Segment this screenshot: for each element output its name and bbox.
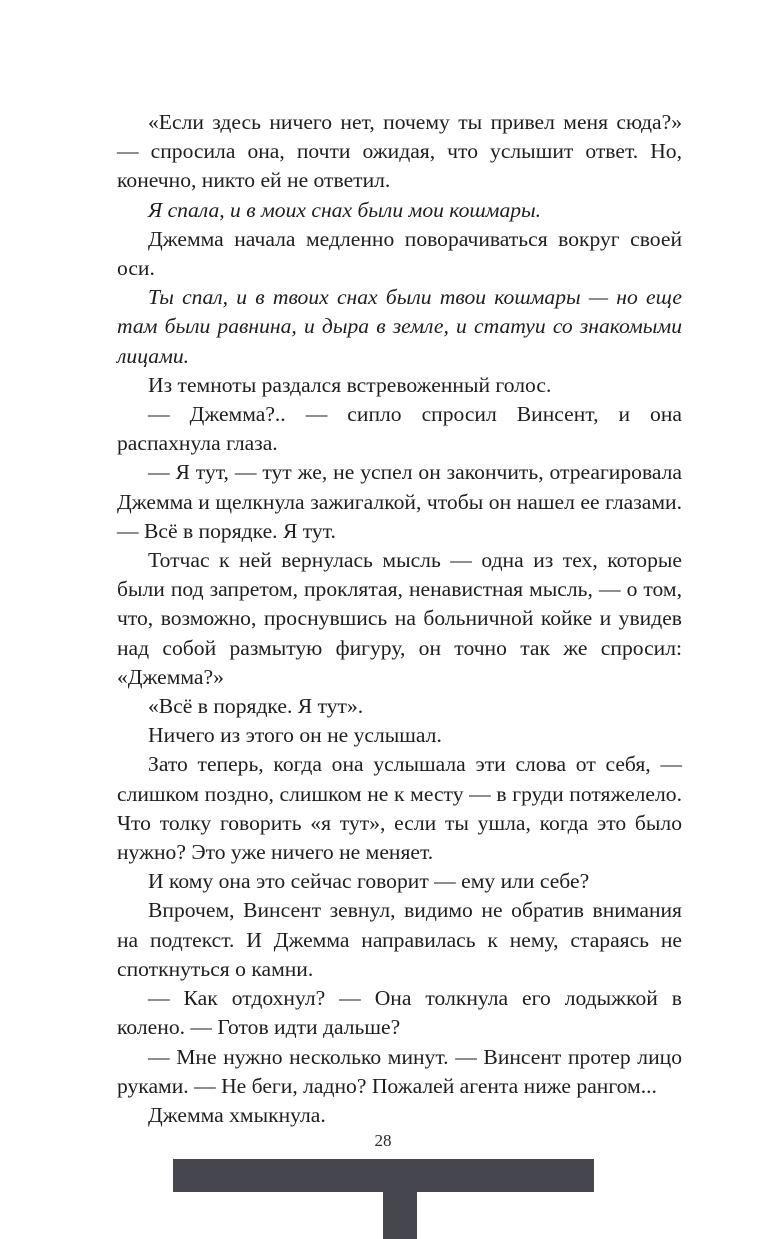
- paragraph-12: И кому она это сейчас говорит — ему или себе?: [148, 869, 590, 894]
- paragraph-1: «Если здесь ничего нет, почему ты привел меня сюда?» — спросила она, почти ожидая, что услышит ответ. Но, конечно, никто ей не ответил.: [117, 110, 682, 193]
- paragraph-16: Джемма хмыкнула.: [148, 1102, 326, 1127]
- paragraph-8: Тотчас к ней вернулась мысль — одна из тех, которые были под запретом, проклятая, ненавистная мысль, — о том, что, возможно, проснувшись на больничной койке и увидев над собой размытую фигуру, он точно так же спросил: «Джемма?»: [117, 548, 682, 689]
- paragraph-14: — Как отдохнул? — Она толкнула его лодыжкой в колено. — Готов идти дальше?: [117, 986, 682, 1040]
- footer-bar: [173, 1159, 594, 1192]
- paragraph-7: — Я тут, — тут же, не успел он закончить, отреагировала Джемма и щелкнула зажигалкой, чтобы он нашел ее глазами. — Всё в порядке. Я тут.: [117, 460, 682, 543]
- paragraph-15: — Мне нужно несколько минут. — Винсент протер лицо руками. — Не беги, ладно? Пожалей агента ниже рангом...: [117, 1044, 682, 1098]
- paragraph-10: Ничего из этого он не услышал.: [148, 723, 442, 748]
- body-text: [117, 108, 682, 1130]
- page-number: 28: [374, 1131, 392, 1150]
- paragraph-11: Зато теперь, когда она услышала эти слова от себя, — слишком поздно, слишком не к месту — в груди потяжелело. Что толку говорить «я тут», если ты ушла, когда это было нужно? Это уже ничего не меняет.: [117, 752, 682, 865]
- paragraph-9: «Всё в порядке. Я тут».: [148, 694, 364, 719]
- paragraph-3: Джемма начала медленно поворачиваться вокруг своей оси.: [117, 226, 682, 281]
- footer-tab: [383, 1192, 417, 1239]
- paragraph-4-italic: Ты спал, и в твоих снах были твои кошмары — но еще там были равнина, и дыра в земле, и статуи со знакомыми лицами.: [117, 285, 682, 368]
- paragraph-5: Из темноты раздался встревоженный голос.: [148, 372, 552, 397]
- paragraph-2-italic: Я спала, и в моих снах были мои кошмары.: [148, 197, 542, 222]
- paragraph-6: — Джемма?.. — сипло спросил Винсент, и она распахнула глаза.: [117, 402, 682, 456]
- paragraph-13: Впрочем, Винсент зевнул, видимо не обратив внимания на подтекст. И Джемма направилась к нему, стараясь не споткнуться о камни.: [117, 898, 682, 981]
